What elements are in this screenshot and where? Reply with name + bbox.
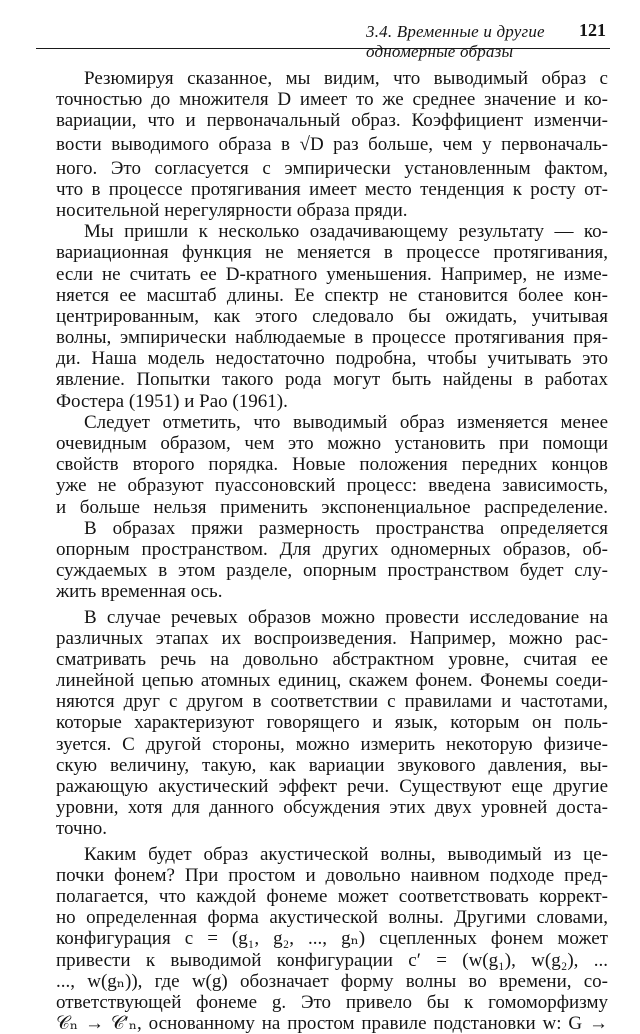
text-line: различных этапах их воспроизведения. Например, можно рас- — [56, 627, 608, 649]
text-line: ди. Наша модель недостаточно подробна, чтобы учитывать это — [56, 348, 608, 370]
text-line: свойств второго порядка. Новые положения передних концов — [56, 454, 608, 476]
text-line: волны, эмпирически наблюдаемые в процессе протягивания пря- — [56, 327, 608, 349]
text-line: вариационная функция не меняется в процессе протягивания, — [56, 242, 608, 264]
text-line: скую величину, такую, как вариации звукового давления, вы- — [56, 754, 608, 776]
paragraph-6 — [56, 844, 608, 1034]
text-line: линейной цепью атомных единиц, скажем фонем. Фонемы соеди- — [56, 670, 608, 692]
text-line: точно. — [56, 818, 108, 840]
text-line: уровни, хотя для данного обсуждения этих двух уровней доста- — [56, 797, 608, 819]
text-line: В образах пряжи размерность пространства определяется — [84, 517, 608, 539]
text-line: конфигурация c = (g₁, g₂, ..., gₙ) сцепленных фонем может — [56, 928, 608, 950]
text-line: что в процессе протягивания имеет место тенденция к росту от- — [56, 178, 608, 200]
text-line: если не считать ее D-кратного уменьшения. Например, не изме- — [56, 263, 608, 285]
paragraph-1 — [56, 68, 608, 221]
paragraph-4 — [56, 518, 608, 603]
text-line: В случае речевых образов можно провести исследование на — [84, 606, 608, 628]
text-line: центрированным, как этого следовало бы ожидать, учитывая — [56, 305, 608, 327]
text-line: ного. Это согласуется с эмпирически установленным фактом, — [56, 157, 608, 179]
text-line: привести к выводимой конфигурации c′ = (w(g₁), w(g₂), ... — [56, 949, 608, 971]
text-line: вости выводимого образа в √D раз больше, чем у первоначаль- — [56, 133, 608, 155]
text-line: зуется. С другой стороны, можно измерить некоторую физиче- — [56, 733, 608, 755]
text-line: полагается, что каждой фонеме может соответствовать коррект- — [56, 885, 608, 907]
text-line: няется ее масштаб длины. Ее спектр не становится более кон- — [56, 284, 608, 306]
page-header — [36, 18, 610, 61]
text-line: ответствующей фонеме g. Это привело бы к гомоморфизму — [56, 991, 608, 1013]
paragraph-2 — [56, 221, 608, 412]
paragraph-3 — [56, 412, 608, 518]
text-line: ..., w(gₙ)), где w(g) обозначает форму волны во времени, со- — [56, 970, 608, 992]
text-line: Фостера (1951) и Рао (1961). — [56, 390, 288, 412]
text-line: опорным пространством. Для других одномерных образов, об- — [56, 538, 608, 560]
text-line: сматривать речь на довольно абстрактном уровне, считая ее — [56, 648, 608, 670]
text-line: няются друг с другом в соответствии с правилами и частотами, — [56, 691, 608, 713]
text-line: вариации, что и первоначальный образ. Коэффициент изменчи- — [56, 110, 608, 132]
text-line: Каким будет образ акустической волны, выводимый из це- — [84, 843, 608, 865]
text-line: Следует отметить, что выводимый образ изменяется менее — [84, 411, 608, 433]
text-line: Резюмируя сказанное, мы видим, что выводимый образ с — [84, 68, 608, 89]
text-line: и больше нельзя применить экспоненциальное распределение. — [56, 496, 608, 518]
text-line: уже не образуют пуассоновский процесс: введена зависимость, — [56, 475, 608, 497]
text-line: но определенная форма акустической волны. Другими словами, — [56, 907, 608, 929]
text-line: ражающую акустический эффект речи. Существуют еще другие — [56, 776, 608, 797]
body-text — [56, 68, 608, 1034]
text-line: которые характеризуют говорящего и язык, которым он поль- — [56, 712, 608, 734]
text-line: точностью до множителя D имеет то же среднее значение и ко- — [56, 89, 608, 111]
paragraph-5 — [56, 607, 608, 840]
running-title: 3.4. Временные и другие одномерные образы — [366, 22, 545, 61]
text-line: жить временная ось. — [56, 581, 223, 603]
text-line: очевидным образом, чем это можно установить при помощи — [56, 433, 608, 454]
text-line: Мы пришли к несколько озадачивающему результату — ко- — [84, 221, 608, 243]
text-line: 𝒞ₙ → 𝒞′ₙ, основанному на простом правиле подстановки w: G → — [56, 1013, 608, 1034]
text-line: почки фонем? При простом и довольно наивном подходе пред- — [56, 864, 608, 886]
text-line: носительной нерегулярности образа пряди. — [56, 199, 408, 221]
page-number: 121 — [579, 20, 606, 40]
text-line: явление. Попытки такого рода могут быть найдены в работах — [56, 369, 608, 391]
text-line: суждаемых в этом разделе, опорным пространством будет слу- — [56, 560, 608, 582]
